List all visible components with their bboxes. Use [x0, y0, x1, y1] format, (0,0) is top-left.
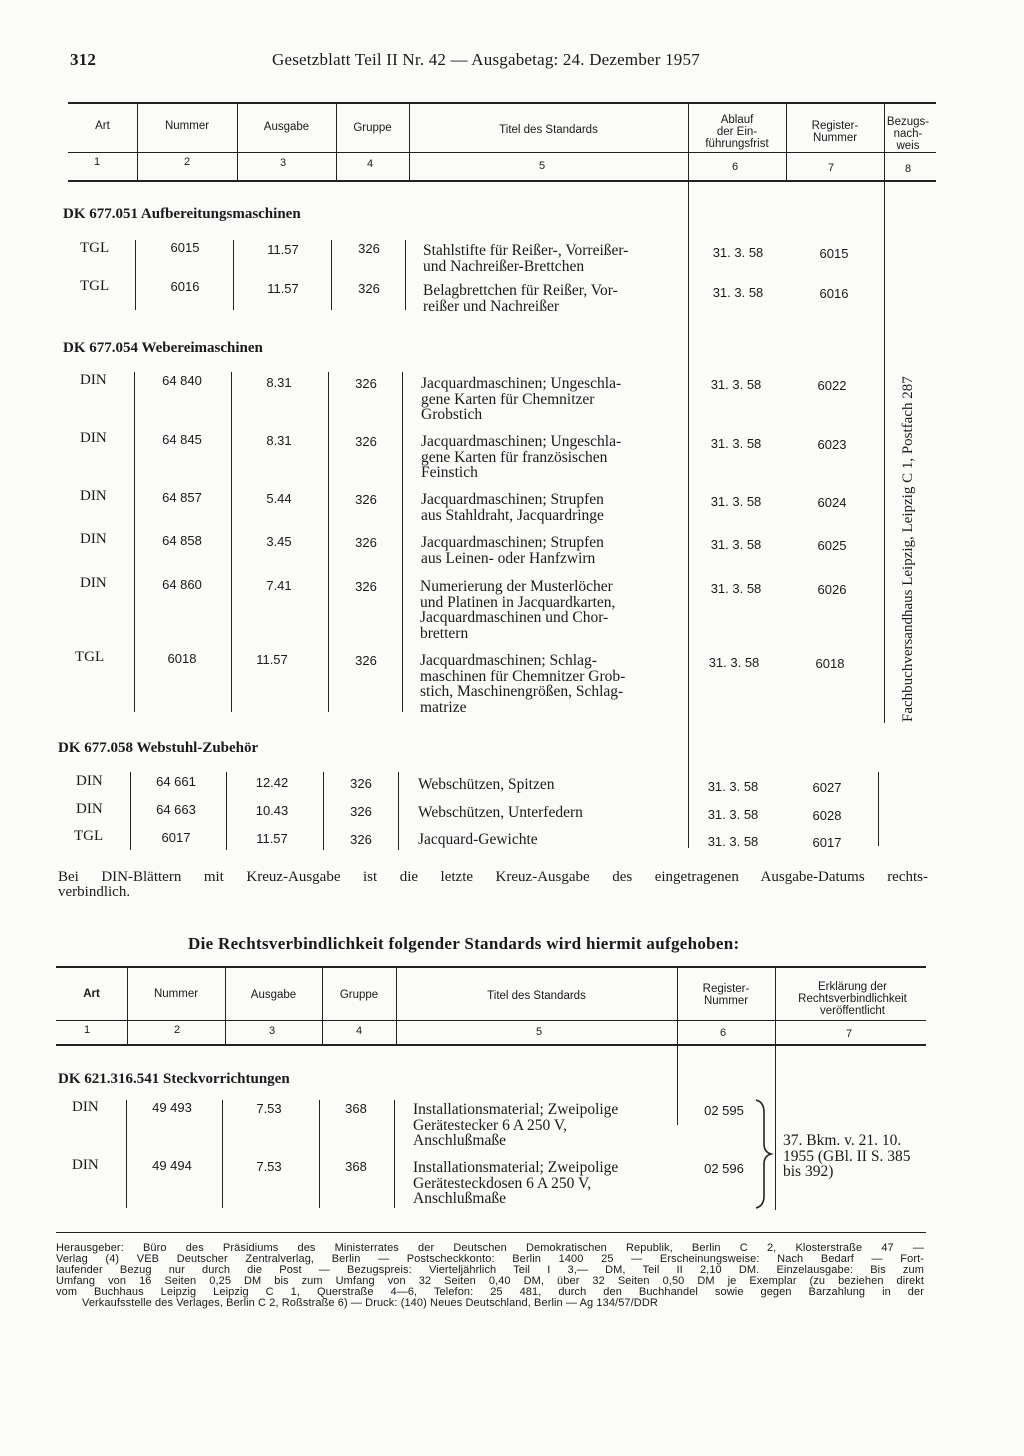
erklaerung-text: 37. Bkm. v. 21. 10. 1955 (GBl. II S. 385 bis 392) — [783, 1132, 911, 1180]
header-ablauf: Ablauf der Ein- führungsfrist — [705, 114, 769, 150]
header-gruppe: Gruppe — [353, 122, 392, 134]
colnum: 7 — [827, 162, 835, 174]
footer-imprint: Herausgeber: Büro des Präsidiums des Ministerrates der Deutschen Demokratischen Republik, Berlin C 2, Klosterstraße 47 — Verlag (4) VEB Deutscher Zentralverlag, Berlin — Postscheckkonto: Berlin 1400 25 — Erscheinungsweise: Nach Bedarf — Fort- laufender Bezug nur durch die Post — Bezugspreis: Vierteljährlich Teil I 3,— DM, Teil II 2,10 DM. Einzelausgabe: Bis zum Umfang von 16 Seiten 0,25 DM bis zum Umfang von 32 Seiten 0,40 DM, über 32 Seiten 0,50 DM je Exemplar (zu beziehen direkt vom Buchhaus Leipzig Leipzig C 1, Querstraße 4—6, Telefon: 25 481, durch den Buchhandel sowie gegen Barzahlung in der Verkaufsstelle des Verlages, Berlin C 2, Roßstraße 6) — Druck: (140) Neues Deutschland, Berlin — Ag 134/57/DDR — [56, 1242, 924, 1309]
section-heading: DK 621.316.541 Steckvorrichtungen — [58, 1071, 290, 1087]
brace-icon — [752, 1098, 774, 1210]
header-art: Art — [83, 988, 100, 1000]
colnum: 4 — [366, 158, 374, 170]
colnum: 8 — [904, 163, 912, 175]
section-title: Die Rechtsverbindlichkeit folgender Standards wird hiermit aufgehoben: — [188, 934, 740, 953]
section-heading: DK 677.051 Aufbereitungsmaschinen — [63, 206, 301, 222]
colnum: 3 — [279, 157, 287, 169]
section-heading: DK 677.058 Webstuhl-Zubehör — [58, 740, 259, 756]
colnum: 3 — [268, 1025, 276, 1037]
header-nummer: Nummer — [164, 120, 210, 132]
header-titel: Titel des Standards — [499, 124, 598, 136]
header-bezug: Bezugs- nach- weis — [886, 116, 930, 152]
header-titel: Titel des Standards — [487, 990, 586, 1002]
colnum: 2 — [173, 1024, 181, 1036]
header-ausgabe: Ausgabe — [263, 121, 310, 133]
colnum: 5 — [538, 160, 546, 172]
page-title: Gesetzblatt Teil II Nr. 42 — Ausgabetag: 24. Dezember 1957 — [272, 50, 700, 69]
colnum: 2 — [183, 156, 191, 168]
colnum: 7 — [845, 1028, 853, 1040]
bezugsnachweis-vertical: Fachbuchversandhaus Leipzig, Leipzig C 1, Postfach 287 — [900, 376, 916, 722]
header-register: Register- Nummer — [702, 983, 750, 1007]
colnum: 5 — [535, 1026, 543, 1038]
colnum: 6 — [731, 161, 739, 173]
header-erklaerung: Erklärung der Rechtsverbindlichkeit veröffentlicht — [798, 981, 907, 1017]
colnum: 4 — [355, 1025, 363, 1037]
header-art: Art — [95, 120, 110, 132]
header-register: Register- Nummer — [811, 120, 859, 144]
section-heading: DK 677.054 Webereimaschinen — [63, 340, 263, 356]
note-text: Bei DIN-Blättern mit Kreuz-Ausgabe ist die letzte Kreuz-Ausgabe des eingetragenen Ausgabe-Datums rechts- verbindlich. — [58, 869, 928, 900]
colnum: 6 — [719, 1027, 727, 1039]
page-number: 312 — [70, 50, 97, 69]
colnum: 1 — [83, 1024, 91, 1036]
header-nummer: Nummer — [153, 988, 199, 1000]
header-ausgabe: Ausgabe — [250, 989, 297, 1001]
header-gruppe: Gruppe — [339, 989, 379, 1001]
colnum: 1 — [93, 156, 101, 168]
